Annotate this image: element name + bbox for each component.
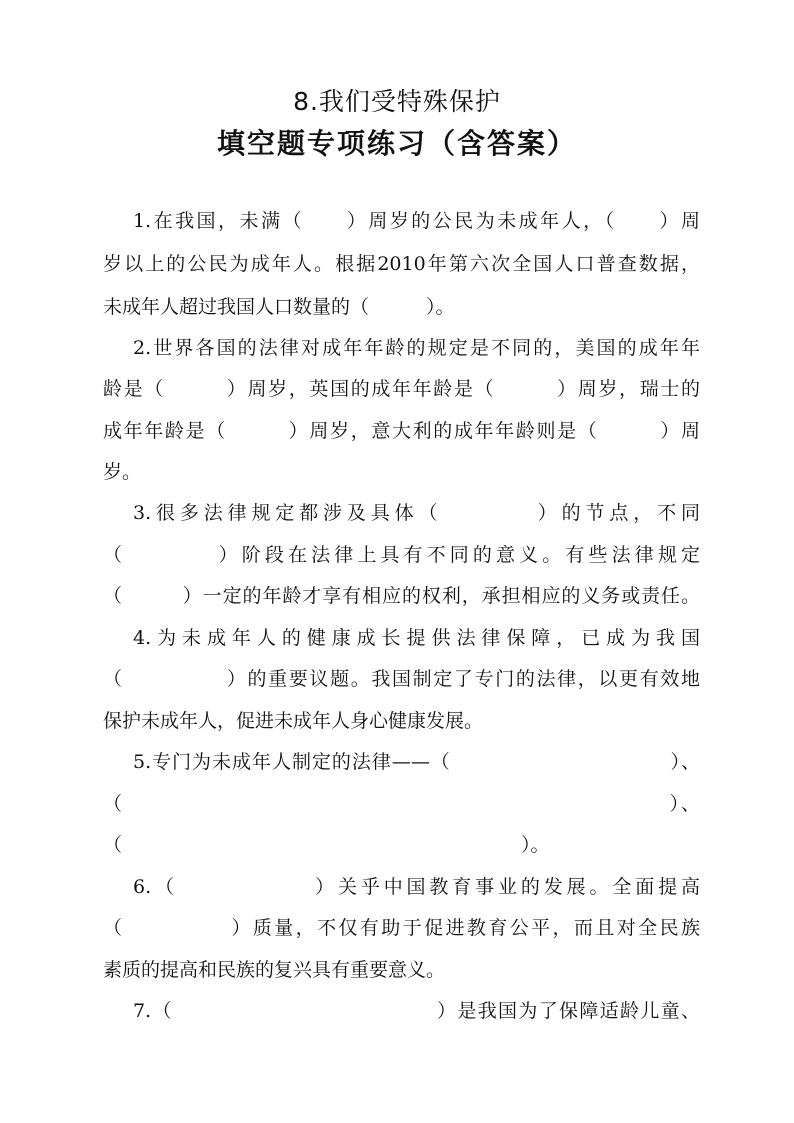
question-6-line-3: 素质的提高和民族的复兴具有重要意义。 bbox=[103, 959, 446, 981]
question-5-line-2: （ ）、 bbox=[103, 793, 700, 815]
question-2-line-1: 2.世界各国的法律对成年年龄的规定是不同的，美国的成年年 bbox=[133, 337, 700, 359]
question-4-line-3: 保护未成年人，促进未成年人身心健康发展。 bbox=[103, 710, 484, 732]
question-6-line-2: （ ）质量，不仅有助于促进教育公平，而且对全民族 bbox=[103, 917, 700, 939]
question-7-line-1: 7.（ ）是我国为了保障适龄儿童、 bbox=[133, 1000, 700, 1022]
question-2-line-4: 岁。 bbox=[103, 461, 142, 483]
question-1-line-2: 岁以上的公民为成年人。根据2010年第六次全国人口普查数据， bbox=[103, 253, 700, 275]
question-2-line-2: 龄是（ ）周岁，英国的成年年龄是（ ）周岁，瑞士的 bbox=[103, 378, 700, 400]
question-3-line-1: 3.很多法律规定都涉及具体（ ）的节点，不同 bbox=[133, 502, 700, 524]
question-4-line-1: 4.为未成年人的健康成长提供法律保障，已成为我国 bbox=[133, 627, 700, 649]
question-1-line-1: 1.在我国，未满（ ）周岁的公民为未成年人，（ ）周 bbox=[133, 210, 700, 232]
question-3-line-3: （ ）一定的年龄才享有相应的权利，承担相应的义务或责任。 bbox=[103, 585, 700, 607]
document-subtitle: 填空题专项练习（含答案） bbox=[216, 127, 577, 160]
document-title: 8.我们受特殊保护 bbox=[293, 87, 501, 116]
question-5-line-3: （ ）。 bbox=[103, 834, 550, 856]
question-2-line-3: 成年年龄是（ ）周岁，意大利的成年年龄则是（ ）周 bbox=[103, 420, 700, 442]
question-3-line-2: （ ）阶段在法律上具有不同的意义。有些法律规定 bbox=[103, 544, 700, 566]
question-5-line-1: 5.专门为未成年人制定的法律——（ ）、 bbox=[133, 751, 700, 773]
question-1-line-3: 未成年人超过我国人口数量的（ ）。 bbox=[103, 296, 455, 318]
question-6-line-1: 6.（ ）关乎中国教育事业的发展。全面提高 bbox=[133, 876, 700, 898]
question-4-line-2: （ ）的重要议题。我国制定了专门的法律，以更有效地 bbox=[103, 668, 700, 690]
